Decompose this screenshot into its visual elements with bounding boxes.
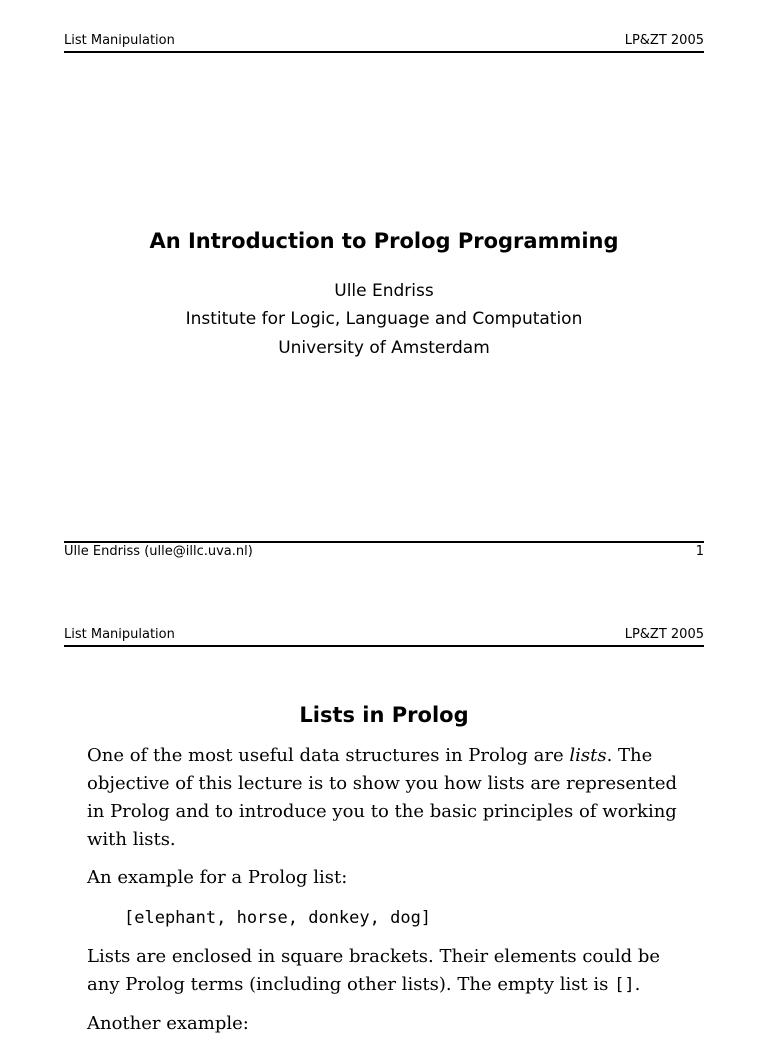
footer-rule	[64, 541, 704, 543]
p1-after: . The objective of this lecture is to show you how lists are represented in Prolog and to introduce you to the basic principles of working with lists.	[87, 745, 678, 850]
header-rule	[64, 51, 704, 53]
header-left: List Manipulation	[64, 627, 175, 642]
header-left: List Manipulation	[64, 33, 175, 48]
page-number: 1	[695, 544, 704, 559]
footer-left: Ulle Endriss (ulle@illc.uva.nl)	[64, 544, 253, 559]
p1-emphasis: lists	[569, 745, 607, 766]
p3-after: .	[634, 974, 641, 995]
intro-paragraph	[87, 742, 687, 854]
header-rule	[64, 645, 704, 647]
university: University of Amsterdam	[278, 338, 490, 358]
code-example: [elephant, horse, donkey, dog]	[124, 908, 432, 928]
slide-title: Lists in Prolog	[299, 703, 469, 727]
author: Ulle Endriss	[334, 281, 434, 301]
another-example: Another example:	[87, 1013, 249, 1034]
content-slide	[0, 590, 768, 1034]
p1-before: One of the most useful data structures in Prolog are	[87, 745, 570, 766]
brackets-paragraph	[87, 943, 687, 999]
empty-list-code: []	[614, 975, 635, 995]
example-intro: An example for a Prolog list:	[87, 867, 348, 888]
slide-title: An Introduction to Prolog Programming	[149, 229, 619, 253]
header-right: LP&ZT 2005	[624, 33, 704, 48]
institute: Institute for Logic, Language and Computation	[185, 309, 583, 329]
header-right: LP&ZT 2005	[624, 627, 704, 642]
p3-before: Lists are enclosed in square brackets. Their elements could be any Prolog terms (including other lists). The empty list is	[87, 946, 661, 995]
